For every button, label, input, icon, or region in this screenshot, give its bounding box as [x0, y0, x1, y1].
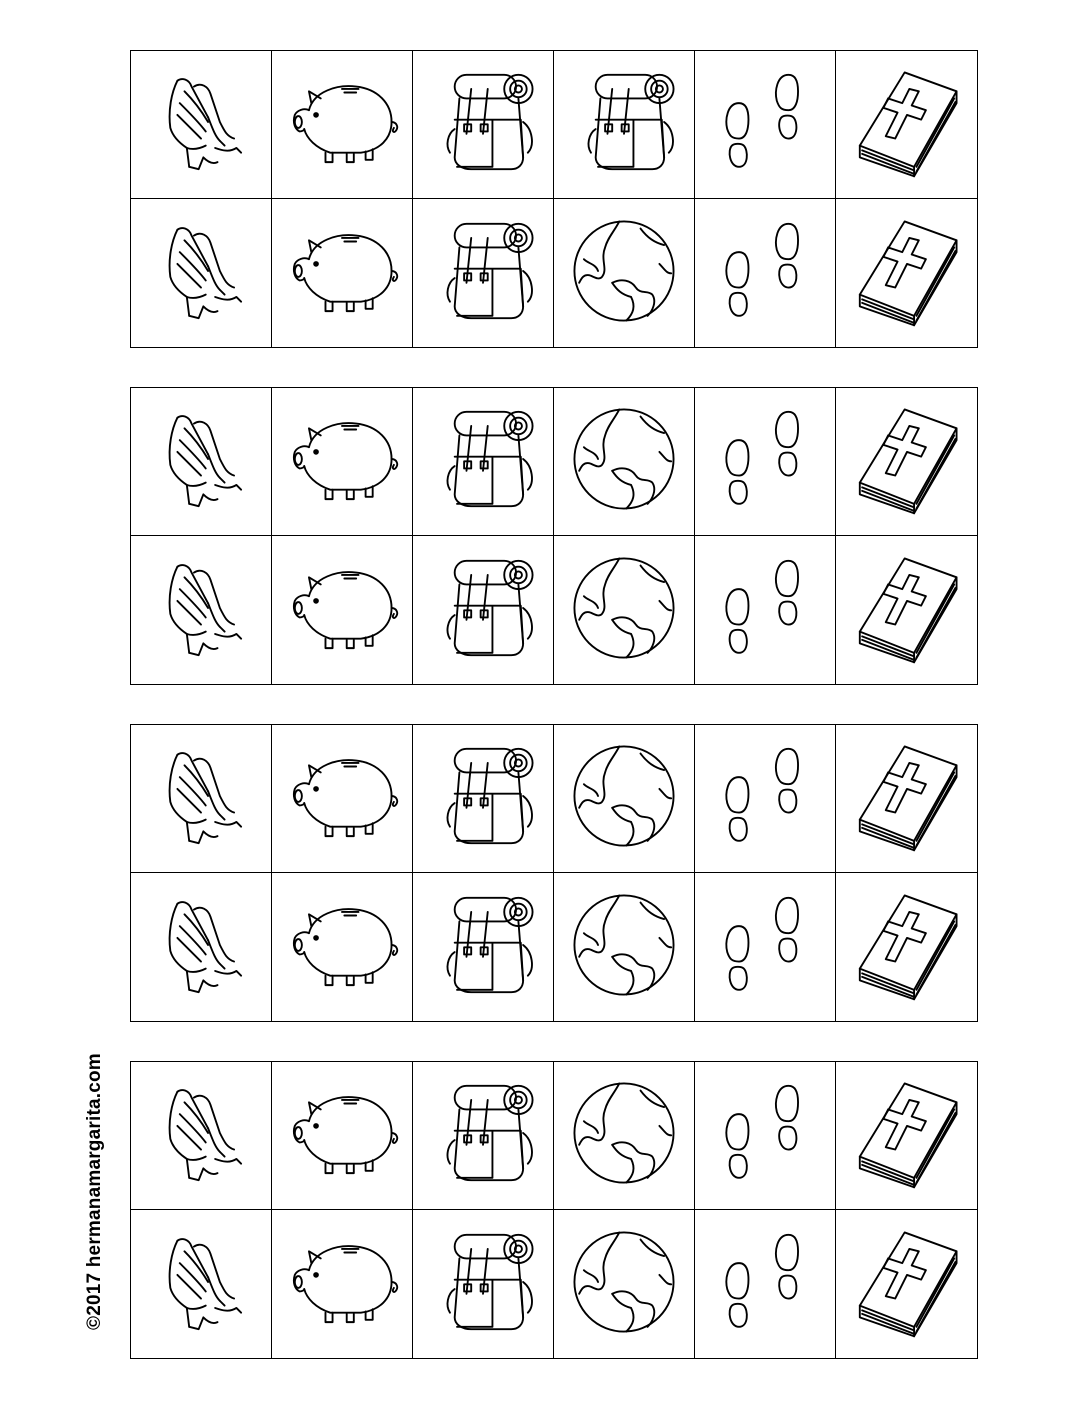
backpack-icon: [565, 63, 683, 186]
card-cell: [836, 873, 977, 1021]
footprints-icon: [706, 212, 824, 335]
card-cell: [131, 51, 272, 199]
card-cell: [413, 51, 554, 199]
card-cell: [836, 388, 977, 536]
backpack-icon: [424, 1223, 542, 1346]
bible-icon: [848, 549, 966, 672]
globe-icon: [565, 1223, 683, 1346]
card-cell: [554, 199, 695, 347]
card-cell: [695, 51, 836, 199]
card-cell: [131, 1062, 272, 1210]
card-cell: [836, 1210, 977, 1358]
copyright-credit: ©2017 hermanamargarita.com: [84, 1053, 105, 1330]
card-cell: [272, 388, 413, 536]
card-cell: [413, 199, 554, 347]
footprints-icon: [706, 400, 824, 523]
footprints-icon: [706, 1223, 824, 1346]
praying-hands-icon: [142, 1223, 260, 1346]
praying-hands-icon: [142, 549, 260, 672]
bible-icon: [848, 1223, 966, 1346]
card-cell: [413, 873, 554, 1021]
bible-icon: [848, 212, 966, 335]
globe-icon: [565, 549, 683, 672]
card-cell: [836, 536, 977, 684]
bible-icon: [848, 400, 966, 523]
card-cell: [272, 1062, 413, 1210]
card-cell: [695, 725, 836, 873]
piggy-bank-icon: [283, 886, 401, 1009]
card-sheet: [130, 387, 978, 685]
praying-hands-icon: [142, 737, 260, 860]
piggy-bank-icon: [283, 212, 401, 335]
bible-icon: [848, 886, 966, 1009]
card-cell: [272, 51, 413, 199]
card-cell: [272, 725, 413, 873]
card-cell: [836, 51, 977, 199]
globe-icon: [565, 212, 683, 335]
globe-icon: [565, 886, 683, 1009]
piggy-bank-icon: [283, 737, 401, 860]
card-cell: [413, 1062, 554, 1210]
card-cell: [695, 1210, 836, 1358]
card-cell: [695, 1062, 836, 1210]
backpack-icon: [424, 212, 542, 335]
card-cell: [413, 725, 554, 873]
piggy-bank-icon: [283, 549, 401, 672]
piggy-bank-icon: [283, 1074, 401, 1197]
card-cell: [554, 873, 695, 1021]
praying-hands-icon: [142, 63, 260, 186]
card-cell: [695, 199, 836, 347]
praying-hands-icon: [142, 212, 260, 335]
card-cell: [131, 725, 272, 873]
card-sheet: [130, 724, 978, 1022]
backpack-icon: [424, 1074, 542, 1197]
backpack-icon: [424, 886, 542, 1009]
backpack-icon: [424, 737, 542, 860]
card-cell: [695, 536, 836, 684]
globe-icon: [565, 737, 683, 860]
backpack-icon: [424, 400, 542, 523]
card-cell: [554, 725, 695, 873]
card-cell: [272, 199, 413, 347]
footprints-icon: [706, 549, 824, 672]
card-cell: [272, 1210, 413, 1358]
footprints-icon: [706, 886, 824, 1009]
footprints-icon: [706, 63, 824, 186]
card-cell: [554, 51, 695, 199]
card-cell: [131, 388, 272, 536]
card-cell: [836, 199, 977, 347]
backpack-icon: [424, 549, 542, 672]
card-cell: [554, 536, 695, 684]
backpack-icon: [424, 63, 542, 186]
card-cell: [695, 388, 836, 536]
bible-icon: [848, 1074, 966, 1197]
card-cell: [413, 388, 554, 536]
footprints-icon: [706, 737, 824, 860]
bible-icon: [848, 63, 966, 186]
card-cell: [836, 1062, 977, 1210]
footprints-icon: [706, 1074, 824, 1197]
card-cell: [272, 873, 413, 1021]
card-cell: [554, 1210, 695, 1358]
piggy-bank-icon: [283, 63, 401, 186]
globe-icon: [565, 400, 683, 523]
card-cell: [554, 388, 695, 536]
praying-hands-icon: [142, 400, 260, 523]
card-cell: [413, 1210, 554, 1358]
praying-hands-icon: [142, 1074, 260, 1197]
piggy-bank-icon: [283, 1223, 401, 1346]
card-cell: [131, 199, 272, 347]
card-sheet: [130, 1061, 978, 1359]
card-cell: [272, 536, 413, 684]
praying-hands-icon: [142, 886, 260, 1009]
globe-icon: [565, 1074, 683, 1197]
card-cell: [131, 873, 272, 1021]
card-cell: [413, 536, 554, 684]
card-cell: [695, 873, 836, 1021]
card-cell: [836, 725, 977, 873]
card-cell: [554, 1062, 695, 1210]
card-cell: [131, 1210, 272, 1358]
bible-icon: [848, 737, 966, 860]
piggy-bank-icon: [283, 400, 401, 523]
card-sheet: [130, 50, 978, 348]
card-cell: [131, 536, 272, 684]
